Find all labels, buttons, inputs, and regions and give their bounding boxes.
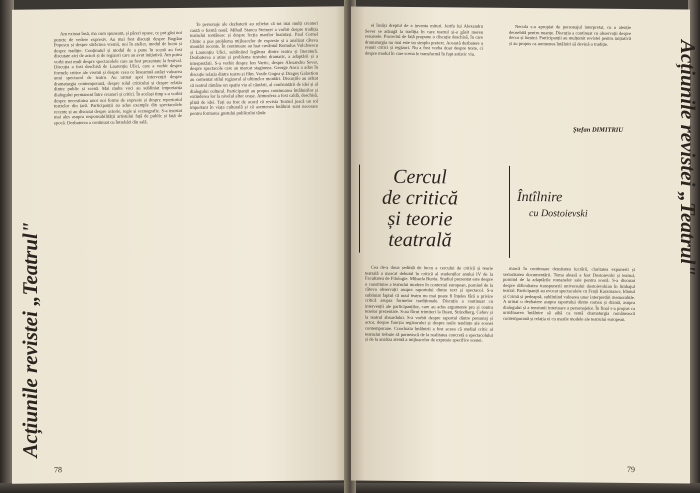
heading-line-1: Cercul	[393, 165, 447, 189]
right-page-top-column-2	[509, 24, 631, 125]
heading-rule-left	[359, 165, 360, 253]
heading-intilnire	[517, 190, 627, 207]
left-page-number: 78	[54, 465, 62, 475]
heading-cercul-de-critica	[365, 167, 475, 252]
left-column-1-text: Am existat însă, ma cum spuneam, și păreri opuse, ce pot găsi noi puncte de vedere expresiv. Au mai fost discuții despre Bogdan Popescu și despre sărăcirea vremii, noi în atelier, modul de lucru și despre tradiție. Conținutul și modul de a pune în scenă au fost discutate aici de actori și de regizori care au avut inițiativă. Am putea vorbi mai mult despre spectacolele care au fost prezentate la festival. Discuția a fost deschisă de Laurențiu Ulici, care a vorbit despre formele critice ale vremii și despre ceea ce înseamnă astăzi valoarea unui spectacol de teatru. Au urmat apoi intervenții despre dramaturgia contemporană, despre rolul criticului și despre relația dintre public și scenă. Mai multe voci au subliniat importanța dialogului permanent între creatori și critici. În același timp s-a vorbit despre necesitatea unor noi forme de expresie și despre repertoriul teatrelor din țară. Participanții au adus exemple din spectacolele recente și au discutat despre actorie, regie și scenografie. S-a insistat mai ales asupra responsabilității artistului față de public și față de epocă. Dezbaterea a continuat cu întrebări din sală.	[54, 29, 182, 126]
left-column-2-text: Te personaje ale dezbaterii au reliefat că tot mai mulți creatori caută o formă nouă. Mihail Stancu Steinert a vorbit despre tradiția teatrului românesc și despre lecția marilor înaintași. Paul Cornel Chitic a pus problema mijloacelor de expresie și a analizat câteva montări recente. În continuare au luat cuvântul Romulus Vulcănescu și Laurențiu Ulici, subliniind legătura dintre teatru și literatură. Dezbaterea a atins și problema textului dramatic, a adaptării și a interpretării. S-a vorbit despre Ion Vartic, despre Alexandru Sever, despre spectacole care au marcat stagiunea. George Anca a adus în discuție relația dintre teatru și film. Vasile Gogea și Dragoș Galaction au comentat stilul regizoral al ultimelor montări. Discuțiile au arătat că teatrul rămâne un spațiu viu al căutării, al confruntării de idei și al dialogului cultural. Participanții au propus continuarea întâlnirilor și extinderea lor la nivelul altor orașe. Atmosfera a fost caldă, deschisă, plină de idei. Toți au fost de acord că revista Teatrul joacă un rol important în viața culturală și că asemenea întâlniri sunt necesare pentru formarea gustului publicului tânăr.	[190, 20, 318, 116]
right-top-column-1-text: el însăși dreptul de a inventa mituri. Jertfa lui Alexandru Sever se adaugă la tradiția în care teatrul și-a găsit mereu resursele. Proiectul de față propune o discuție deschisă, în care dramaturgia nu mai este un simplu pretext. Această dezbatere a reunit critici și regizori. Nu a fost vorba doar despre texte, ci despre modul în care scena le transformă în fapt artistic viu.	[365, 22, 483, 57]
left-running-title: Acțiunile revistei „Teatrul"	[18, 221, 42, 458]
right-page-column-1	[365, 265, 493, 462]
right-page	[351, 7, 690, 484]
right-column-1-text: Cea de-a doua ședință de lucru a cercului de critică și teorie teatrală a marcat debutul în critică al studenților anului IV de la Facultatea de Filologie. Mihaela Burda. Studiul prezentat este despre o constituire a teatrului modern în contextul european, pornind de la câteva observații asupra raportului dintre text și spectacol. S-a subliniat faptul că noul teatru nu mai poate fi înțeles fără o privire critică asupra formelor tradiționale. Discuția a continuat cu intervenții ale participanților, care au adus argumente pro și contra tezelor prezentate. S-au făcut trimiteri la Ibsen, Strindberg, Cehov și la teatrul absurdului. S-a vorbit despre raportul dintre personaj și actor, despre funcția regizorului și despre noile tendințe ale scenei contemporane. Concluzia întâlnirii a fost aceea că studiul critic al teatrului trebuie să pornească de la realitatea concretă a spectacolului și de la analiza atentă a mijloacelor de expresie specifice scenei.	[365, 264, 493, 343]
right-top-column-2-text: Necula s-a apropiat de personajul interpretat, cu o atenție deosebită pentru nuanțe. Discuția a continuat cu observații despre decor și lumini. Participanții au mulțumit revistei pentru inițiativă și au propus ca asemenea întâlniri să devină o tradiție.	[509, 23, 631, 47]
article-author: Ștefan DIMITRIU	[573, 126, 624, 134]
heading-line-3: și teorie	[387, 207, 453, 231]
left-page-column-1	[54, 30, 182, 461]
heading-intilnire-line-1: Întîlnire	[517, 189, 563, 206]
right-column-2-text: marcă în continuare densitatea lucrării, claritatea expunerii și seriozitatea documentării. Tema aleasă a fost Dostoievski și teatrul, pornind de la adaptările romanelor sale pentru scenă. S-a discutat despre dificultatea transpunerii universului dostoievskian în limbajul teatral. Participanții au evocat spectacolele cu Frații Karamazov, Idiotul și Crimă și pedeapsă, subliniind valoarea unor interpretări memorabile. A urmat o dezbatere asupra raportului dintre roman și dramă, asupra dialogului și a tensiunii interioare a personajelor. În final s-a propus ca următoarea întâlnire să aibă ca temă dramaturgia românească contemporană și relația ei cu marile modele ale teatrului european.	[503, 265, 635, 322]
right-page-top-column-1	[365, 23, 483, 148]
right-page-column-2	[503, 266, 635, 463]
left-page-column-2	[190, 21, 318, 462]
right-page-number: 79	[627, 464, 635, 474]
heading-line-4: teatrală	[388, 228, 452, 252]
left-page	[12, 6, 349, 484]
heading-rule-right	[509, 166, 510, 258]
heading-intilnire-subtitle: cu Dostoievski	[529, 208, 588, 220]
heading-line-2: de critică	[381, 186, 459, 210]
right-running-title: Acțiunile revistei „Teatrul"	[676, 40, 700, 277]
